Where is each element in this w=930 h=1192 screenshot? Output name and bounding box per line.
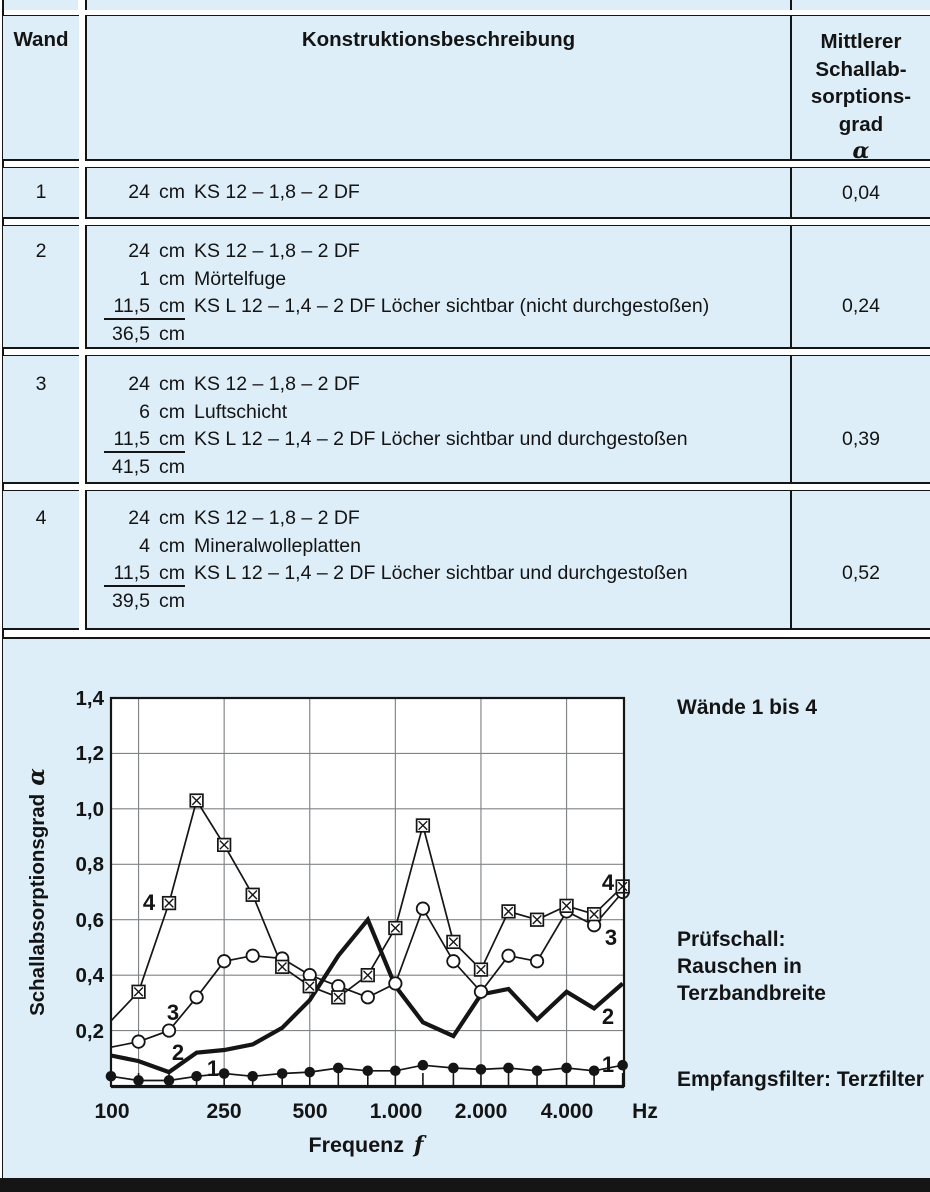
table-header-beschreibung xyxy=(85,15,790,161)
thickness-unit: cm xyxy=(159,267,185,290)
x-tick-label: 100 xyxy=(94,1100,130,1123)
thickness-value: 4 xyxy=(139,534,150,557)
table-row-2-wand xyxy=(3,225,79,349)
bottom-page-edge xyxy=(0,1178,930,1192)
x-tick-label: 4.000 xyxy=(540,1100,594,1123)
table-row-2-alpha xyxy=(790,225,930,349)
x-tick-label: 2.000 xyxy=(454,1100,508,1123)
alpha-value: 0,39 xyxy=(842,428,880,450)
layer-text: KS L 12 – 1,4 – 2 DF Löcher sichtbar und durchgestoßen xyxy=(194,428,688,450)
empfangsfilter-note: Empfangsfilter: Terzfilter xyxy=(677,1068,924,1091)
table-row-2-desc xyxy=(85,225,790,349)
thickness-unit: cm xyxy=(159,295,185,317)
thickness-unit: cm xyxy=(159,589,185,612)
pruefschall-line2: Rauschen in Terzbandbreite xyxy=(677,955,826,1005)
series-label-3-left: 3 xyxy=(166,1000,180,1025)
thickness-value: 24 xyxy=(128,181,150,203)
alpha-value: 0,52 xyxy=(842,562,880,584)
thickness-unit: cm xyxy=(159,455,185,478)
thickness-unit: cm xyxy=(159,562,185,584)
construction-total-line xyxy=(87,454,790,482)
construction-total-line xyxy=(87,321,790,349)
layer-text: KS 12 – 1,8 – 2 DF xyxy=(194,181,360,203)
header-alpha-line: Mittlerer xyxy=(820,30,902,53)
thickness-value: 11,5 xyxy=(113,295,150,317)
construction-line xyxy=(87,560,790,588)
series-label-2-left: 2 xyxy=(171,1040,185,1065)
alpha-value: 0,24 xyxy=(842,295,880,317)
thickness-unit: cm xyxy=(159,428,185,450)
construction-line xyxy=(87,533,790,561)
x-unit-label: Hz xyxy=(632,1100,658,1123)
layer-text: Mörtelfuge xyxy=(194,267,287,290)
total-thickness-value: 36,5 xyxy=(112,322,150,345)
top-strip-wand xyxy=(4,0,78,10)
y-tick-label: 1,4 xyxy=(75,687,104,710)
alpha-value: 0,04 xyxy=(842,182,880,204)
header-wand-label: Wand xyxy=(13,28,69,51)
series-label-4-left: 4 xyxy=(142,890,156,915)
x-tick-label: 250 xyxy=(206,1100,242,1123)
thickness-value: 11,5 xyxy=(113,428,150,450)
thickness-value: 24 xyxy=(128,240,150,262)
x-tick-label: 1.000 xyxy=(369,1100,423,1123)
table-row-1-alpha xyxy=(790,167,930,219)
thickness-unit: cm xyxy=(159,534,185,557)
row-wand-number: 3 xyxy=(35,373,47,395)
total-thickness-value: 41,5 xyxy=(112,455,150,478)
plot-area xyxy=(111,698,624,1086)
construction-line xyxy=(87,266,790,294)
construction-line xyxy=(87,371,790,399)
header-alpha-line: grad xyxy=(838,112,884,136)
thickness-value: 1 xyxy=(139,267,150,290)
thickness-unit: cm xyxy=(159,400,185,423)
y-tick-label: 0,6 xyxy=(75,909,104,932)
header-alpha-line: Schallab- xyxy=(815,57,907,81)
header-alpha-line: sorptions- xyxy=(810,85,912,108)
x-axis-title xyxy=(308,1132,427,1158)
construction-total-line xyxy=(87,588,790,616)
layer-text: KS 12 – 1,8 – 2 DF xyxy=(194,507,360,529)
layer-text: Mineralwolleplatten xyxy=(194,534,361,557)
chart-title: Wände 1 bis 4 xyxy=(677,696,818,719)
construction-line xyxy=(87,238,790,266)
x-axis-title-text: Frequenz xyxy=(308,1133,405,1157)
series-label-3-right: 3 xyxy=(604,925,618,950)
y-tick-label: 0,8 xyxy=(75,853,104,876)
thickness-unit: cm xyxy=(159,240,185,262)
row-wand-number: 1 xyxy=(35,181,47,203)
construction-line xyxy=(87,426,790,454)
y-axis-title xyxy=(23,768,50,1016)
construction-line xyxy=(87,293,790,321)
table-row-3-wand xyxy=(3,355,79,484)
y-tick-label: 0,4 xyxy=(75,964,104,987)
thickness-value: 24 xyxy=(128,507,150,529)
thickness-value: 11,5 xyxy=(113,562,150,584)
y-tick-label: 0,2 xyxy=(75,1020,104,1043)
layer-text: KS L 12 – 1,4 – 2 DF Löcher sichtbar und durchgestoßen xyxy=(194,562,688,584)
table-header-alpha xyxy=(790,15,930,164)
pruefschall-line1: Prüfschall: xyxy=(677,928,786,951)
table-header-wand xyxy=(3,15,79,161)
table-row-3-alpha xyxy=(790,355,930,484)
layer-text: KS 12 – 1,8 – 2 DF xyxy=(194,240,360,262)
total-thickness-value: 39,5 xyxy=(112,589,150,612)
y-axis-title-symbol: α xyxy=(23,768,50,786)
series-label-1-right: 1 xyxy=(601,1052,615,1077)
thickness-unit: cm xyxy=(159,507,185,529)
table-row-1-desc xyxy=(85,167,790,219)
construction-line xyxy=(87,505,790,533)
header-alpha-symbol: α xyxy=(852,138,870,164)
layer-text: KS L 12 – 1,4 – 2 DF Löcher sichtbar (nicht durchgestoßen) xyxy=(194,295,710,317)
series-label-2-right: 2 xyxy=(601,1004,615,1029)
y-axis-title-text: Schallabsorptionsgrad xyxy=(26,793,49,1016)
top-strip-desc xyxy=(85,0,790,10)
thickness-unit: cm xyxy=(159,181,185,203)
row-wand-number: 4 xyxy=(35,507,47,529)
table-row-4-desc xyxy=(85,490,790,630)
construction-line xyxy=(87,179,790,207)
table-row-3-desc xyxy=(85,355,790,484)
table-row-4-alpha xyxy=(790,490,930,630)
series-label-1-left: 1 xyxy=(206,1056,220,1081)
thickness-value: 24 xyxy=(128,373,150,395)
series-label-4-right: 4 xyxy=(601,870,615,895)
construction-line xyxy=(87,399,790,427)
thickness-unit: cm xyxy=(159,373,185,395)
layer-text: Luftschicht xyxy=(194,400,288,423)
table-row-1-wand xyxy=(3,167,79,219)
y-tick-label: 1,2 xyxy=(75,742,104,765)
thickness-value: 6 xyxy=(139,400,150,423)
x-axis-title-symbol: f xyxy=(414,1132,424,1158)
header-beschreibung-label: Konstruktionsbeschreibung xyxy=(301,28,576,51)
row-wand-number: 2 xyxy=(35,240,47,262)
table-row-4-wand xyxy=(3,490,79,630)
layer-text: KS 12 – 1,8 – 2 DF xyxy=(194,373,360,395)
y-tick-label: 1,0 xyxy=(75,798,104,821)
top-strip-alpha xyxy=(790,0,930,10)
x-tick-label: 500 xyxy=(292,1100,328,1123)
thickness-unit: cm xyxy=(159,322,185,345)
pruefschall-note xyxy=(677,926,930,1007)
